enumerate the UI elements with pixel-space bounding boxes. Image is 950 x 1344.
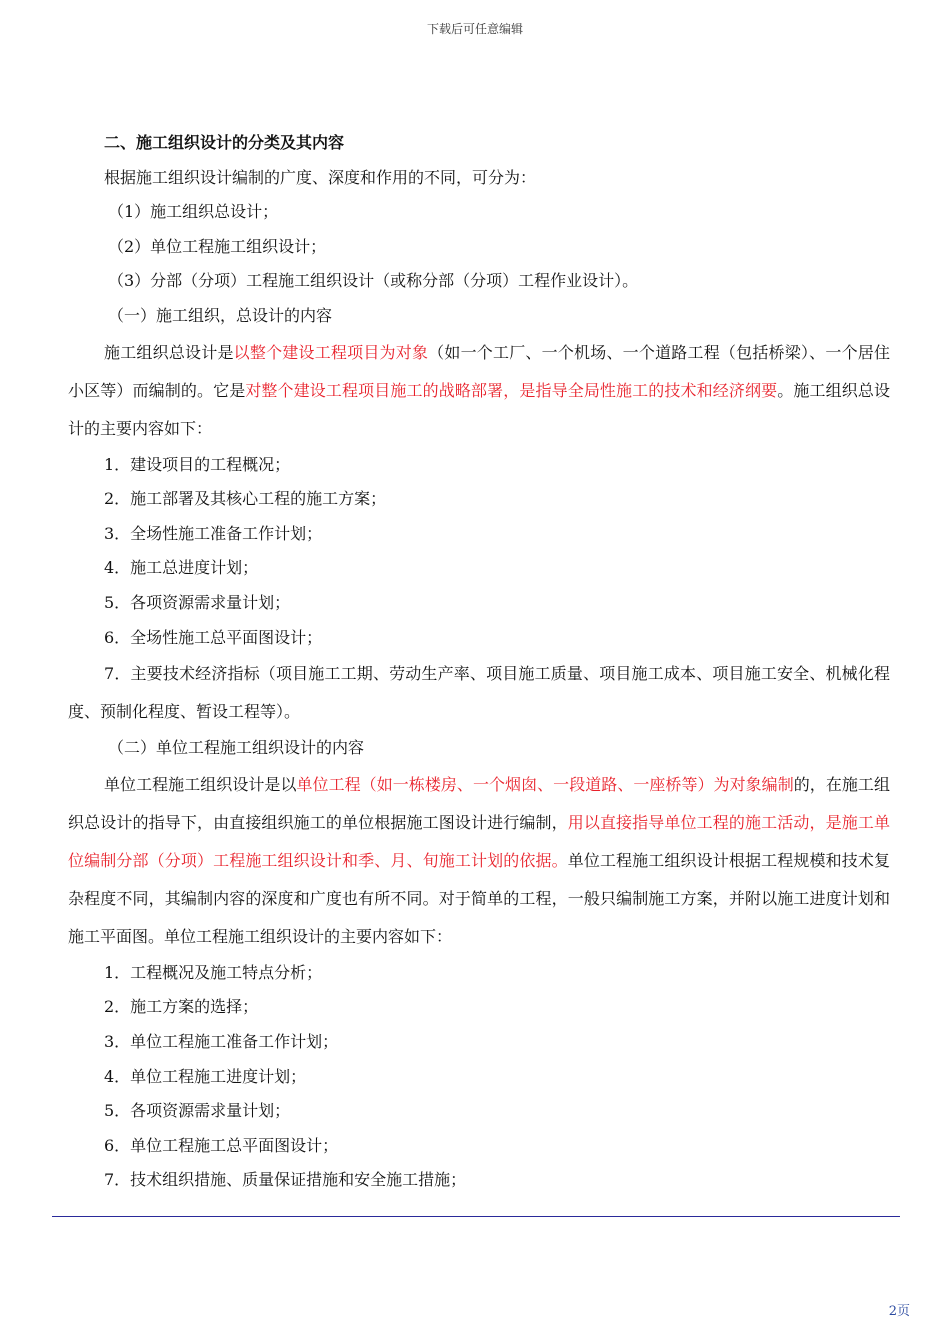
- subsection-title-2: （二）单位工程施工组织设计的内容: [108, 738, 365, 758]
- page-header: 下载后可任意编辑: [426, 22, 523, 36]
- emphasis-run: 对整个建设工程项目施工的战略部署，是指导全局性施工的技术和经济纲要: [245, 380, 778, 400]
- type-item: （3）分部（分项）工程施工组织设计（或称分部（分项）工程作业设计）。: [108, 271, 639, 291]
- text-run: 单位工程施工组织设计根据工程规模和技术复杂程度不同，其编制内容的深度和广度也有所不同。对于简单的工程，一般只编制施工方案，并附以施工进度计划和施工平面图。单位工程施工组织设计的主要内容如下：: [68, 850, 890, 946]
- intro-line: 根据施工组织设计编制的广度、深度和作用的不同，可分为：: [104, 167, 537, 187]
- section2-paragraph: [68, 766, 890, 956]
- text-run: 。施工组织总设计的主要内容如下：: [68, 380, 890, 438]
- text-run: 单位工程施工组织设计是以: [104, 774, 297, 794]
- list-item: 1．工程概况及施工特点分析；: [104, 962, 323, 982]
- emphasis-run: 单位工程（如一栋楼房、一个烟囱、一段道路、一座桥等）为对象编制: [296, 774, 794, 794]
- list-item: 5．各项资源需求量计划；: [104, 592, 291, 612]
- text-run: 的，在施工组织总设计的指导下，由直接组织施工的单位根据施工图设计进行编制，: [68, 774, 890, 832]
- type-item: （1）施工组织总设计；: [108, 202, 279, 222]
- section-heading: 二、施工组织设计的分类及其内容: [104, 133, 345, 152]
- list-item: 2．施工方案的选择；: [104, 997, 259, 1017]
- footer-divider: [52, 1216, 900, 1217]
- page-number: 2页: [888, 1304, 910, 1319]
- list-item: 5．各项资源需求量计划；: [104, 1101, 291, 1121]
- list-item: 7．技术组织措施、质量保证措施和安全施工措施；: [104, 1170, 467, 1190]
- list-item: 1．建设项目的工程概况；: [104, 454, 291, 474]
- list-item: 3．全场性施工准备工作计划；: [104, 523, 323, 543]
- text-run: （如一个工厂、一个机场、一个道路工程（包括桥梁）、一个居住小区等）而编制的。它是: [68, 342, 890, 400]
- list-item: 2．施工部署及其核心工程的施工方案；: [104, 489, 387, 509]
- emphasis-run: 以整个建设工程项目为对象: [233, 342, 429, 362]
- list-item: 6．单位工程施工总平面图设计；: [104, 1135, 339, 1155]
- list-item: 4．单位工程施工进度计划；: [104, 1066, 307, 1086]
- list-item: 3．单位工程施工准备工作计划；: [104, 1031, 339, 1051]
- document-body: [68, 126, 890, 1198]
- emphasis-run: 用以直接指导单位工程的施工活动，是施工单位编制分部（分项）工程施工组织设计和季、月、旬施工计划的依据。: [68, 812, 890, 870]
- list-item-long: 7．主要技术经济指标（项目施工工期、劳动生产率、项目施工质量、项目施工成本、项目施工安全、机械化程度、预制化程度、暂设工程等）。: [68, 664, 890, 722]
- list-item: 6．全场性施工总平面图设计；: [104, 627, 323, 647]
- type-item: （2）单位工程施工组织设计；: [108, 236, 327, 256]
- subsection-title-1: （一）施工组织，总设计的内容: [108, 305, 333, 325]
- section1-paragraph: [68, 334, 890, 448]
- text-run: 施工组织总设计是: [104, 342, 234, 362]
- list-item: 4．施工总进度计划；: [104, 558, 259, 578]
